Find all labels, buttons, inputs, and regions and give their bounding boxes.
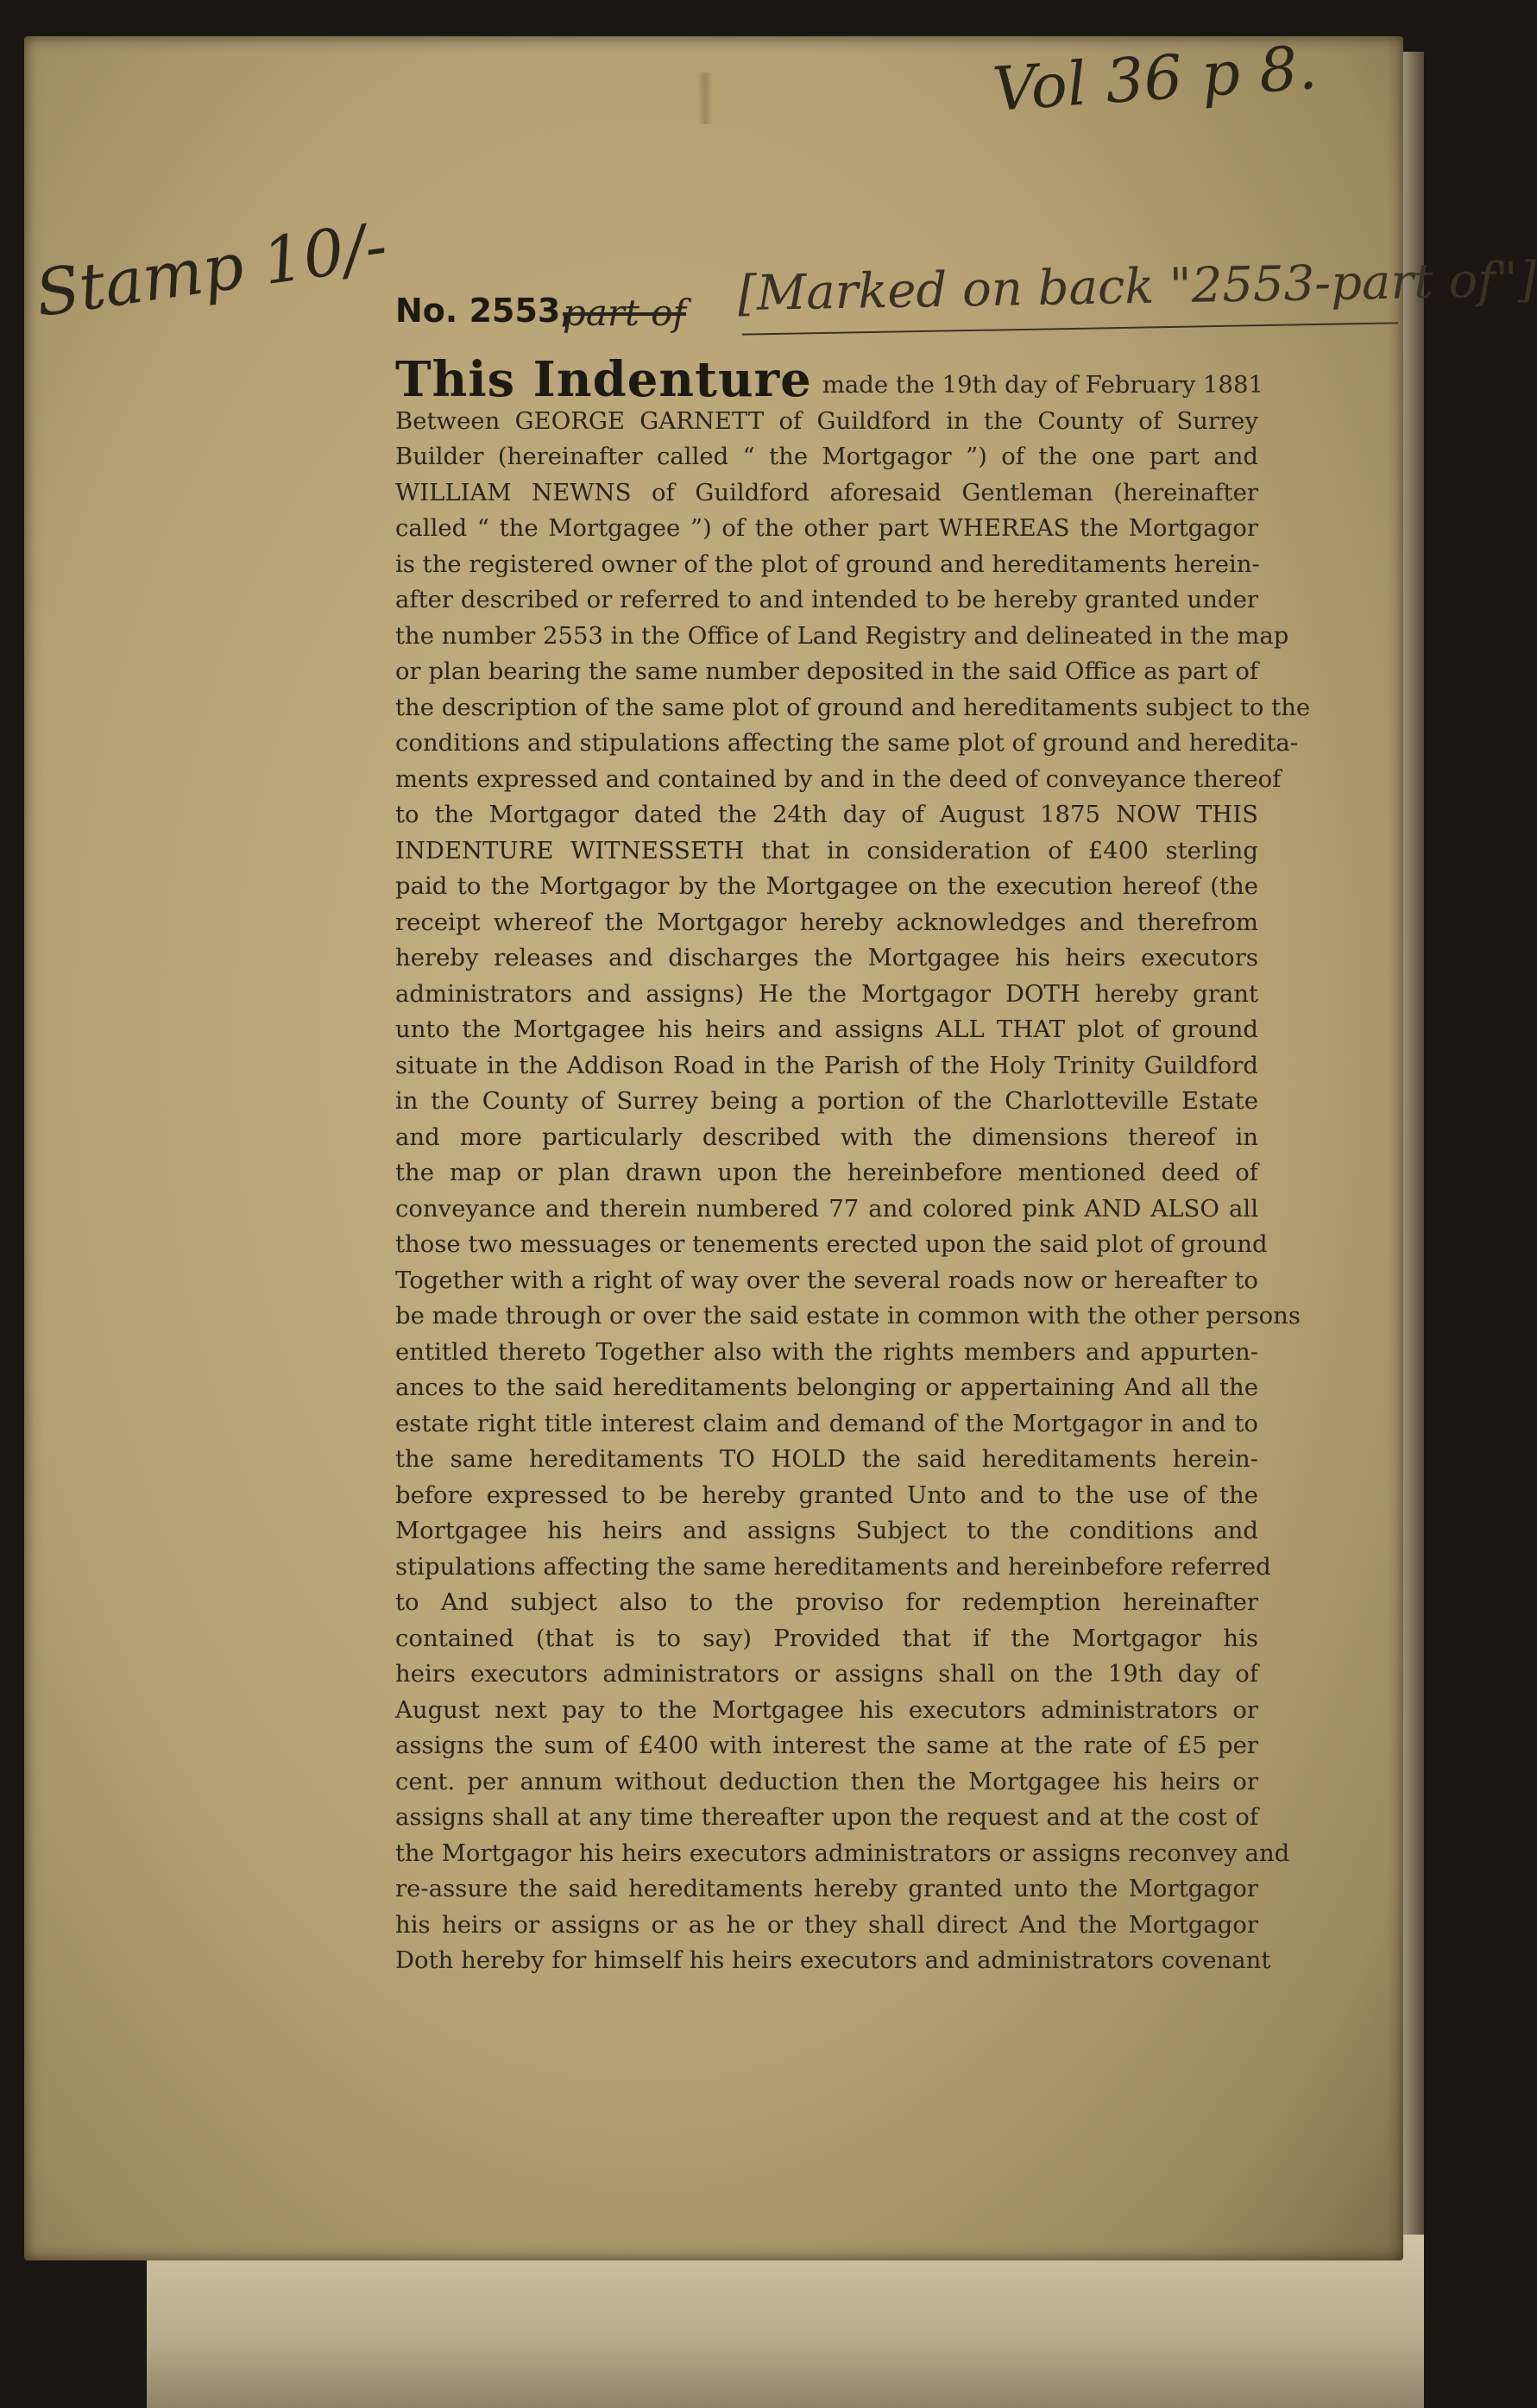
- text-line: stipulations affecting the same hereditaments and hereinbefore referred: [395, 1552, 1271, 1581]
- text-line: assigns the sum of £400 with interest the same at the rate of £5 per: [395, 1732, 1258, 1759]
- text-line: and more particularly described with the dimensions thereof in: [395, 1122, 1258, 1151]
- text-line: contained (that is to say) Provided that if the Mortgagor his: [395, 1624, 1258, 1652]
- text-line: is the registered owner of the plot of ground and hereditaments herein-: [395, 550, 1260, 578]
- text-line: entitled thereto Together also with the rights members and appurten-: [395, 1337, 1258, 1366]
- text-line: be made through or over the said estate in common with the other persons: [395, 1302, 1301, 1330]
- text-line: receipt whereof the Mortgagor hereby acknowledges and therefrom: [395, 908, 1258, 936]
- text-line: Between GEORGE GARNETT of Guildford in the County of Surrey: [395, 406, 1258, 435]
- text-line: the Mortgagor his heirs executors administrators or assigns reconvey and: [395, 1839, 1290, 1867]
- underlying-pages: [147, 2235, 1424, 2408]
- text-line: paid to the Mortgagor by the Mortgagee on the execution hereof (the: [395, 872, 1258, 900]
- text-line: Doth hereby for himself his heirs executors and administrators covenant: [395, 1946, 1271, 1974]
- page-crease: [697, 72, 713, 124]
- text-line: called “ the Mortgagee ”) of the other part WHEREAS the Mortgagor: [395, 514, 1258, 542]
- text-line: assigns shall at any time thereafter upon the request and at the cost of: [395, 1803, 1258, 1831]
- text-line: or plan bearing the same number deposited in the said Office as part of: [395, 657, 1259, 685]
- indenture-body: [395, 351, 1311, 1979]
- text-line: situate in the Addison Road in the Parish of the Holy Trinity Guildford: [395, 1051, 1258, 1079]
- text-line: conditions and stipulations affecting the same plot of ground and heredita-: [395, 729, 1299, 757]
- text-line: re-assure the said hereditaments hereby granted unto the Mortgagor: [395, 1875, 1258, 1902]
- struck-annotation: part of: [563, 292, 687, 334]
- text-line: August next pay to the Mortgagee his executors administrators or: [395, 1695, 1258, 1724]
- document-number: No. 2553,: [395, 292, 573, 330]
- text-line: administrators and assigns) He the Mortgagor DOTH hereby grant: [395, 979, 1258, 1008]
- text-line: conveyance and therein numbered 77 and colored pink AND ALSO all: [395, 1194, 1258, 1223]
- text-line: Mortgagee his heirs and assigns Subject to the conditions and: [395, 1517, 1258, 1544]
- marked-on-back-note: [Marked on back "2553-part of"]: [737, 251, 1537, 323]
- text-line: WILLIAM NEWNS of Guildford aforesaid Gentleman (hereinafter: [395, 478, 1258, 506]
- text-line: before expressed to be hereby granted Unto and to the use of the: [395, 1481, 1258, 1509]
- text-line: ances to the said hereditaments belonging or appertaining And all the: [395, 1374, 1258, 1401]
- indenture-heading: This Indenture: [395, 351, 812, 408]
- text-line: the same hereditaments TO HOLD the said hereditaments herein-: [395, 1445, 1258, 1473]
- text-line: to And subject also to the proviso for redemption hereinafter: [395, 1588, 1258, 1616]
- text-line: This Indenture made the 19th day of February 1881: [395, 351, 1264, 408]
- text-line: after described or referred to and intended to be hereby granted under: [395, 586, 1258, 613]
- text-line: the map or plan drawn upon the hereinbefore mentioned deed of: [395, 1159, 1258, 1186]
- text-line: Builder (hereinafter called “ the Mortgagor ”) of the one part and: [395, 443, 1258, 470]
- text-line: cent. per annum without deduction then the Mortgagee his heirs or: [395, 1767, 1258, 1795]
- text-line: hereby releases and discharges the Mortgagee his heirs executors: [395, 944, 1258, 971]
- text-line: Together with a right of way over the several roads now or hereafter to: [395, 1266, 1258, 1294]
- text-line: to the Mortgagor dated the 24th day of August 1875 NOW THIS: [395, 801, 1258, 828]
- text-line: ments expressed and contained by and in the deed of conveyance thereof: [395, 764, 1282, 793]
- text-line: the description of the same plot of ground and hereditaments subject to the: [395, 693, 1311, 721]
- volume-reference-handwritten: Vol 36 p 8.: [990, 31, 1320, 126]
- text-line: his heirs or assigns or as he or they shall direct And the Mortgagor: [395, 1910, 1258, 1939]
- text-line: those two messuages or tenements erected upon the said plot of ground: [395, 1230, 1268, 1258]
- text-line: INDENTURE WITNESSETH that in consideration of £400 sterling: [395, 836, 1258, 864]
- text-line: unto the Mortgagee his heirs and assigns ALL THAT plot of ground: [395, 1015, 1258, 1043]
- text-line: in the County of Surrey being a portion of the Charlotteville Estate: [395, 1087, 1258, 1115]
- text-line: estate right title interest claim and demand of the Mortgagor in and to: [395, 1409, 1258, 1437]
- text-line: heirs executors administrators or assigns shall on the 19th day of: [395, 1660, 1258, 1688]
- stamp-note-handwritten: Stamp 10/-: [31, 208, 392, 332]
- text-line: the number 2553 in the Office of Land Registry and delineated in the map: [395, 621, 1289, 650]
